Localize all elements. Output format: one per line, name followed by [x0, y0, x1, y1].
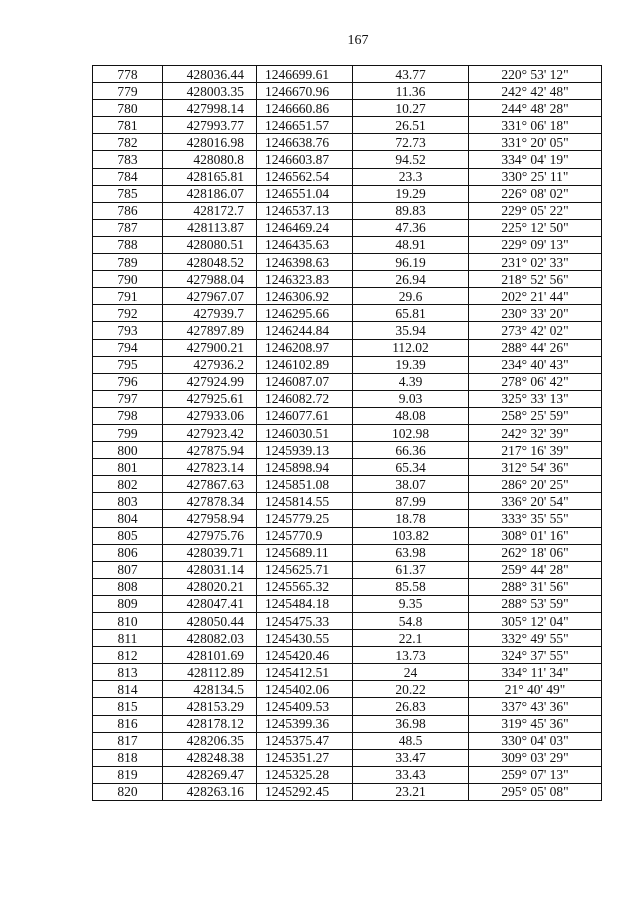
table-row: [93, 561, 602, 578]
azimuth-cell: 259° 07' 13": [469, 766, 602, 783]
y-coordinate-cell: 1246562.54: [257, 168, 353, 185]
y-coordinate-cell: 1246030.51: [257, 424, 353, 441]
x-coordinate-cell: 428178.12: [163, 715, 257, 732]
x-coordinate-cell: 428248.38: [163, 749, 257, 766]
table-row: [93, 544, 602, 561]
distance-cell: 33.47: [353, 749, 469, 766]
point-number-cell: 809: [93, 595, 163, 612]
distance-cell: 23.21: [353, 783, 469, 800]
point-number-cell: 812: [93, 647, 163, 664]
distance-cell: 48.91: [353, 236, 469, 253]
x-coordinate-cell: 427975.76: [163, 527, 257, 544]
table-row: [93, 373, 602, 390]
y-coordinate-cell: 1245625.71: [257, 561, 353, 578]
distance-cell: 65.34: [353, 459, 469, 476]
x-coordinate-cell: 427823.14: [163, 459, 257, 476]
x-coordinate-cell: 427924.99: [163, 373, 257, 390]
x-coordinate-cell: 427897.89: [163, 322, 257, 339]
point-number-cell: 789: [93, 254, 163, 271]
table-row: [93, 288, 602, 305]
y-coordinate-cell: 1245898.94: [257, 459, 353, 476]
distance-cell: 54.8: [353, 613, 469, 630]
azimuth-cell: 273° 42' 02": [469, 322, 602, 339]
azimuth-cell: 258° 25' 59": [469, 407, 602, 424]
azimuth-cell: 242° 32' 39": [469, 424, 602, 441]
table-row: [93, 715, 602, 732]
table-row: [93, 305, 602, 322]
azimuth-cell: 21° 40' 49": [469, 681, 602, 698]
point-number-cell: 786: [93, 202, 163, 219]
distance-cell: 102.98: [353, 424, 469, 441]
azimuth-cell: 333° 35' 55": [469, 510, 602, 527]
point-number-cell: 787: [93, 219, 163, 236]
y-coordinate-cell: 1245814.55: [257, 493, 353, 510]
distance-cell: 38.07: [353, 476, 469, 493]
distance-cell: 47.36: [353, 219, 469, 236]
y-coordinate-cell: 1245779.25: [257, 510, 353, 527]
y-coordinate-cell: 1245402.06: [257, 681, 353, 698]
y-coordinate-cell: 1246077.61: [257, 407, 353, 424]
point-number-cell: 820: [93, 783, 163, 800]
y-coordinate-cell: 1246699.61: [257, 66, 353, 83]
x-coordinate-cell: 427925.61: [163, 390, 257, 407]
x-coordinate-cell: 428039.71: [163, 544, 257, 561]
table-row: [93, 185, 602, 202]
x-coordinate-cell: 428172.7: [163, 202, 257, 219]
distance-cell: 33.43: [353, 766, 469, 783]
y-coordinate-cell: 1245430.55: [257, 630, 353, 647]
point-number-cell: 779: [93, 83, 163, 100]
distance-cell: 36.98: [353, 715, 469, 732]
y-coordinate-cell: 1246638.76: [257, 134, 353, 151]
point-number-cell: 805: [93, 527, 163, 544]
x-coordinate-cell: 427958.94: [163, 510, 257, 527]
azimuth-cell: 288° 31' 56": [469, 578, 602, 595]
x-coordinate-cell: 428269.47: [163, 766, 257, 783]
distance-cell: 26.94: [353, 271, 469, 288]
table-row: [93, 322, 602, 339]
distance-cell: 13.73: [353, 647, 469, 664]
table-row: [93, 356, 602, 373]
distance-cell: 87.99: [353, 493, 469, 510]
distance-cell: 35.94: [353, 322, 469, 339]
azimuth-cell: 217° 16' 39": [469, 442, 602, 459]
y-coordinate-cell: 1245325.28: [257, 766, 353, 783]
table-row: [93, 476, 602, 493]
distance-cell: 43.77: [353, 66, 469, 83]
table-row: [93, 749, 602, 766]
azimuth-cell: 202° 21' 44": [469, 288, 602, 305]
table-row: [93, 613, 602, 630]
distance-cell: 20.22: [353, 681, 469, 698]
azimuth-cell: 337° 43' 36": [469, 698, 602, 715]
azimuth-cell: 312° 54' 36": [469, 459, 602, 476]
x-coordinate-cell: 427933.06: [163, 407, 257, 424]
table-row: [93, 783, 602, 800]
azimuth-cell: 259° 44' 28": [469, 561, 602, 578]
y-coordinate-cell: 1246102.89: [257, 356, 353, 373]
distance-cell: 4.39: [353, 373, 469, 390]
table-row: [93, 493, 602, 510]
x-coordinate-cell: 428080.8: [163, 151, 257, 168]
point-number-cell: 814: [93, 681, 163, 698]
table-row: [93, 766, 602, 783]
table-body: [93, 66, 602, 801]
point-number-cell: 810: [93, 613, 163, 630]
point-number-cell: 781: [93, 117, 163, 134]
table-row: [93, 424, 602, 441]
y-coordinate-cell: 1245484.18: [257, 595, 353, 612]
y-coordinate-cell: 1246551.04: [257, 185, 353, 202]
point-number-cell: 800: [93, 442, 163, 459]
x-coordinate-cell: 428020.21: [163, 578, 257, 595]
x-coordinate-cell: 428206.35: [163, 732, 257, 749]
azimuth-cell: 231° 02' 33": [469, 254, 602, 271]
distance-cell: 48.08: [353, 407, 469, 424]
point-number-cell: 804: [93, 510, 163, 527]
azimuth-cell: 325° 33' 13": [469, 390, 602, 407]
azimuth-cell: 330° 25' 11": [469, 168, 602, 185]
distance-cell: 29.6: [353, 288, 469, 305]
distance-cell: 11.36: [353, 83, 469, 100]
point-number-cell: 801: [93, 459, 163, 476]
azimuth-cell: 226° 08' 02": [469, 185, 602, 202]
table-row: [93, 219, 602, 236]
point-number-cell: 794: [93, 339, 163, 356]
table-row: [93, 630, 602, 647]
point-number-cell: 795: [93, 356, 163, 373]
x-coordinate-cell: 427923.42: [163, 424, 257, 441]
point-number-cell: 819: [93, 766, 163, 783]
x-coordinate-cell: 428003.35: [163, 83, 257, 100]
y-coordinate-cell: 1246660.86: [257, 100, 353, 117]
point-number-cell: 783: [93, 151, 163, 168]
distance-cell: 65.81: [353, 305, 469, 322]
point-number-cell: 782: [93, 134, 163, 151]
distance-cell: 19.29: [353, 185, 469, 202]
point-number-cell: 796: [93, 373, 163, 390]
point-number-cell: 803: [93, 493, 163, 510]
x-coordinate-cell: 428050.44: [163, 613, 257, 630]
y-coordinate-cell: 1245689.11: [257, 544, 353, 561]
point-number-cell: 807: [93, 561, 163, 578]
point-number-cell: 799: [93, 424, 163, 441]
point-number-cell: 791: [93, 288, 163, 305]
x-coordinate-cell: 428134.5: [163, 681, 257, 698]
x-coordinate-cell: 428031.14: [163, 561, 257, 578]
azimuth-cell: 334° 11' 34": [469, 664, 602, 681]
azimuth-cell: 225° 12' 50": [469, 219, 602, 236]
x-coordinate-cell: 428186.07: [163, 185, 257, 202]
table-row: [93, 578, 602, 595]
coordinate-table-container: [92, 65, 602, 801]
point-number-cell: 788: [93, 236, 163, 253]
azimuth-cell: 220° 53' 12": [469, 66, 602, 83]
table-row: [93, 339, 602, 356]
point-number-cell: 793: [93, 322, 163, 339]
azimuth-cell: 334° 04' 19": [469, 151, 602, 168]
y-coordinate-cell: 1246208.97: [257, 339, 353, 356]
distance-cell: 85.58: [353, 578, 469, 595]
distance-cell: 26.51: [353, 117, 469, 134]
azimuth-cell: 229° 09' 13": [469, 236, 602, 253]
y-coordinate-cell: 1245412.51: [257, 664, 353, 681]
azimuth-cell: 319° 45' 36": [469, 715, 602, 732]
y-coordinate-cell: 1246603.87: [257, 151, 353, 168]
y-coordinate-cell: 1246087.07: [257, 373, 353, 390]
azimuth-cell: 331° 20' 05": [469, 134, 602, 151]
x-coordinate-cell: 428082.03: [163, 630, 257, 647]
point-number-cell: 815: [93, 698, 163, 715]
y-coordinate-cell: 1245399.36: [257, 715, 353, 732]
point-number-cell: 813: [93, 664, 163, 681]
y-coordinate-cell: 1245851.08: [257, 476, 353, 493]
point-number-cell: 818: [93, 749, 163, 766]
x-coordinate-cell: 428036.44: [163, 66, 257, 83]
azimuth-cell: 229° 05' 22": [469, 202, 602, 219]
y-coordinate-cell: 1245420.46: [257, 647, 353, 664]
y-coordinate-cell: 1246537.13: [257, 202, 353, 219]
azimuth-cell: 244° 48' 28": [469, 100, 602, 117]
point-number-cell: 784: [93, 168, 163, 185]
table-row: [93, 83, 602, 100]
y-coordinate-cell: 1246295.66: [257, 305, 353, 322]
azimuth-cell: 288° 53' 59": [469, 595, 602, 612]
azimuth-cell: 288° 44' 26": [469, 339, 602, 356]
x-coordinate-cell: 427936.2: [163, 356, 257, 373]
distance-cell: 63.98: [353, 544, 469, 561]
y-coordinate-cell: 1246651.57: [257, 117, 353, 134]
distance-cell: 112.02: [353, 339, 469, 356]
y-coordinate-cell: 1246670.96: [257, 83, 353, 100]
table-row: [93, 510, 602, 527]
table-row: [93, 117, 602, 134]
table-row: [93, 151, 602, 168]
distance-cell: 26.83: [353, 698, 469, 715]
y-coordinate-cell: 1245351.27: [257, 749, 353, 766]
x-coordinate-cell: 428080.51: [163, 236, 257, 253]
azimuth-cell: 336° 20' 54": [469, 493, 602, 510]
table-row: [93, 134, 602, 151]
distance-cell: 18.78: [353, 510, 469, 527]
azimuth-cell: 324° 37' 55": [469, 647, 602, 664]
point-number-cell: 816: [93, 715, 163, 732]
azimuth-cell: 234° 40' 43": [469, 356, 602, 373]
table-row: [93, 442, 602, 459]
point-number-cell: 811: [93, 630, 163, 647]
distance-cell: 10.27: [353, 100, 469, 117]
azimuth-cell: 332° 49' 55": [469, 630, 602, 647]
x-coordinate-cell: 427878.34: [163, 493, 257, 510]
x-coordinate-cell: 428048.52: [163, 254, 257, 271]
y-coordinate-cell: 1245292.45: [257, 783, 353, 800]
azimuth-cell: 308° 01' 16": [469, 527, 602, 544]
distance-cell: 96.19: [353, 254, 469, 271]
y-coordinate-cell: 1246323.83: [257, 271, 353, 288]
x-coordinate-cell: 427875.94: [163, 442, 257, 459]
distance-cell: 48.5: [353, 732, 469, 749]
point-number-cell: 792: [93, 305, 163, 322]
azimuth-cell: 309° 03' 29": [469, 749, 602, 766]
distance-cell: 9.03: [353, 390, 469, 407]
point-number-cell: 817: [93, 732, 163, 749]
page-number: 167: [347, 33, 369, 48]
x-coordinate-cell: 427998.14: [163, 100, 257, 117]
table-row: [93, 459, 602, 476]
distance-cell: 23.3: [353, 168, 469, 185]
azimuth-cell: 295° 05' 08": [469, 783, 602, 800]
table-row: [93, 407, 602, 424]
distance-cell: 19.39: [353, 356, 469, 373]
point-number-cell: 798: [93, 407, 163, 424]
x-coordinate-cell: 428263.16: [163, 783, 257, 800]
y-coordinate-cell: 1245409.53: [257, 698, 353, 715]
azimuth-cell: 305° 12' 04": [469, 613, 602, 630]
y-coordinate-cell: 1245375.47: [257, 732, 353, 749]
distance-cell: 89.83: [353, 202, 469, 219]
x-coordinate-cell: 427967.07: [163, 288, 257, 305]
azimuth-cell: 330° 04' 03": [469, 732, 602, 749]
azimuth-cell: 230° 33' 20": [469, 305, 602, 322]
table-row: [93, 66, 602, 83]
table-row: [93, 390, 602, 407]
point-number-cell: 806: [93, 544, 163, 561]
table-row: [93, 202, 602, 219]
table-row: [93, 732, 602, 749]
table-row: [93, 664, 602, 681]
table-row: [93, 595, 602, 612]
table-row: [93, 236, 602, 253]
table-row: [93, 254, 602, 271]
distance-cell: 72.73: [353, 134, 469, 151]
table-row: [93, 647, 602, 664]
point-number-cell: 802: [93, 476, 163, 493]
table-row: [93, 527, 602, 544]
x-coordinate-cell: 428165.81: [163, 168, 257, 185]
point-number-cell: 778: [93, 66, 163, 83]
y-coordinate-cell: 1246469.24: [257, 219, 353, 236]
y-coordinate-cell: 1245770.9: [257, 527, 353, 544]
x-coordinate-cell: 428113.87: [163, 219, 257, 236]
distance-cell: 24: [353, 664, 469, 681]
distance-cell: 61.37: [353, 561, 469, 578]
x-coordinate-cell: 428112.89: [163, 664, 257, 681]
point-number-cell: 790: [93, 271, 163, 288]
y-coordinate-cell: 1246082.72: [257, 390, 353, 407]
azimuth-cell: 331° 06' 18": [469, 117, 602, 134]
x-coordinate-cell: 428047.41: [163, 595, 257, 612]
distance-cell: 94.52: [353, 151, 469, 168]
x-coordinate-cell: 427939.7: [163, 305, 257, 322]
point-number-cell: 785: [93, 185, 163, 202]
distance-cell: 22.1: [353, 630, 469, 647]
distance-cell: 103.82: [353, 527, 469, 544]
azimuth-cell: 286° 20' 25": [469, 476, 602, 493]
y-coordinate-cell: 1246306.92: [257, 288, 353, 305]
y-coordinate-cell: 1246244.84: [257, 322, 353, 339]
x-coordinate-cell: 427867.63: [163, 476, 257, 493]
point-number-cell: 808: [93, 578, 163, 595]
coordinate-table: [92, 65, 602, 801]
distance-cell: 66.36: [353, 442, 469, 459]
distance-cell: 9.35: [353, 595, 469, 612]
x-coordinate-cell: 428101.69: [163, 647, 257, 664]
azimuth-cell: 262° 18' 06": [469, 544, 602, 561]
y-coordinate-cell: 1245475.33: [257, 613, 353, 630]
point-number-cell: 797: [93, 390, 163, 407]
y-coordinate-cell: 1246398.63: [257, 254, 353, 271]
y-coordinate-cell: 1245939.13: [257, 442, 353, 459]
x-coordinate-cell: 428016.98: [163, 134, 257, 151]
table-row: [93, 698, 602, 715]
azimuth-cell: 242° 42' 48": [469, 83, 602, 100]
table-row: [93, 681, 602, 698]
table-row: [93, 100, 602, 117]
y-coordinate-cell: 1245565.32: [257, 578, 353, 595]
x-coordinate-cell: 428153.29: [163, 698, 257, 715]
table-row: [93, 168, 602, 185]
point-number-cell: 780: [93, 100, 163, 117]
x-coordinate-cell: 427900.21: [163, 339, 257, 356]
y-coordinate-cell: 1246435.63: [257, 236, 353, 253]
table-row: [93, 271, 602, 288]
azimuth-cell: 218° 52' 56": [469, 271, 602, 288]
azimuth-cell: 278° 06' 42": [469, 373, 602, 390]
x-coordinate-cell: 427988.04: [163, 271, 257, 288]
x-coordinate-cell: 427993.77: [163, 117, 257, 134]
